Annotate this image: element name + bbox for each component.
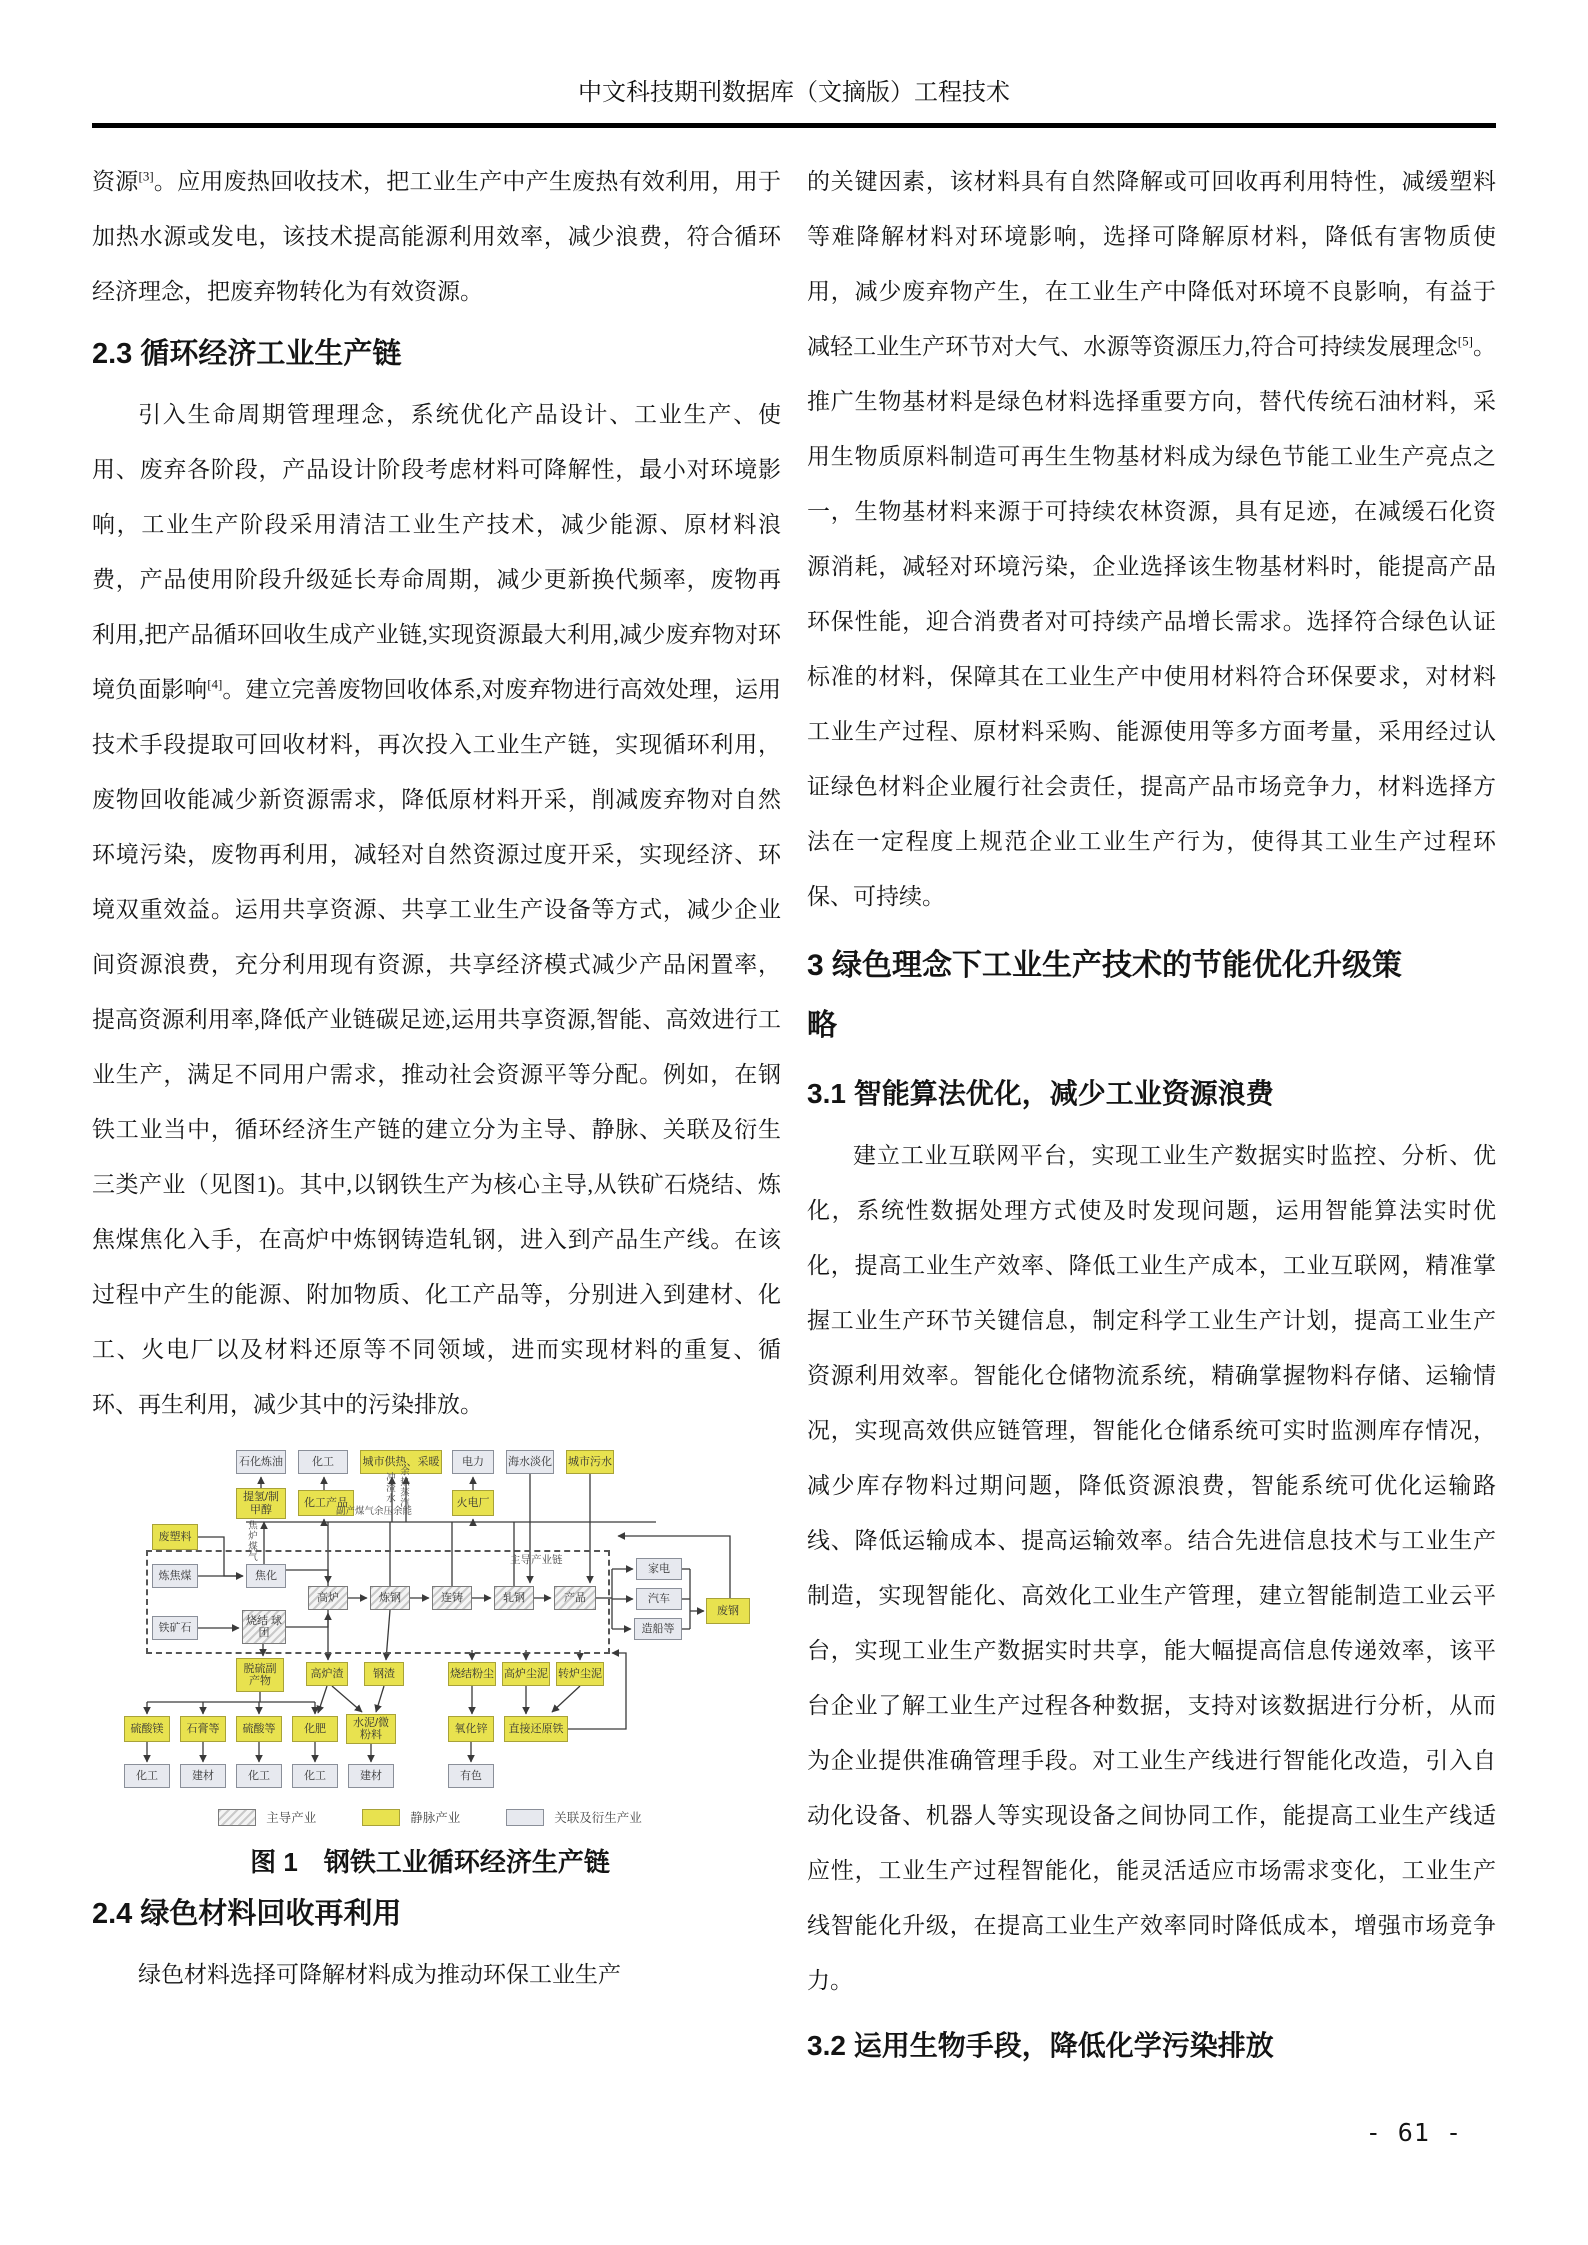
figure-node-hgcp: 化工产品 bbox=[298, 1490, 354, 1516]
figure-node-zlcn: 转炉尘泥 bbox=[556, 1662, 604, 1686]
figure-node-feisu: 废塑料 bbox=[152, 1524, 198, 1550]
figure-node-hg_b1: 化工 bbox=[124, 1764, 170, 1788]
figure-node-hg_b3: 化工 bbox=[292, 1764, 338, 1788]
figure-node-sge: 石膏等 bbox=[180, 1716, 226, 1742]
citation-ref-5: [5] bbox=[1457, 333, 1473, 349]
figure-node-sjfc: 烧结粉尘 bbox=[448, 1662, 496, 1686]
para-text: 的关键因素，该材料具有自然降解或可回收再利用特性，减缓塑料等难降解材料对环境影响，选择可降解原材料，降低有害物质使用，减少废弃物产生，在工业生产中降低对环境不良影响，有益于减轻工业生产环节对大气、水源等资源压力,符合可持续发展理念 bbox=[807, 169, 1496, 359]
legend-item-vein-industry bbox=[362, 1808, 460, 1826]
flow-label-jiaolumeiqi: 焦炉煤气 bbox=[245, 1520, 257, 1562]
figure-node-hg_b2: 化工 bbox=[236, 1764, 282, 1788]
section-heading-3-2: 3.2 运用生物手段，降低化学污染排放 bbox=[807, 2030, 1274, 2061]
figure-legend bbox=[96, 1808, 764, 1826]
figure-node-zaochuan: 造船等 bbox=[634, 1618, 682, 1640]
para-text: 。应用废热回收技术，把工业生产中产生废热有效利用，用于加热水源或发电，该技术提高能源利用效率，减少浪费，符合循环经济理念，把废弃物转化为有效资源。 bbox=[92, 169, 782, 304]
flow-label-chongzhashui: 冲渣水 bbox=[383, 1472, 395, 1504]
figure-node-glz: 高炉渣 bbox=[306, 1662, 348, 1686]
citation-ref-3: [3] bbox=[138, 168, 154, 184]
figure-node-gongre: 城市供热、采暖 bbox=[360, 1450, 442, 1474]
left-paragraph-3: 绿色材料选择可降解材料成为推动环保工业生产 bbox=[138, 1962, 621, 1987]
figure-node-zjhyt: 直接还原铁 bbox=[504, 1716, 568, 1742]
figure-node-hdc: 火电厂 bbox=[452, 1490, 494, 1516]
section-heading-2-3: 2.3 循环经济工业生产链 bbox=[92, 338, 402, 370]
figure-node-huagong1: 化工 bbox=[298, 1450, 348, 1474]
figure-node-jiaohua: 焦化 bbox=[246, 1564, 286, 1588]
figure-node-sjqt: 烧结 球团 bbox=[242, 1610, 286, 1644]
figure-node-gaolu: 高炉 bbox=[308, 1586, 348, 1610]
right-column bbox=[807, 154, 1496, 2080]
figure-node-shihua: 石化炼油 bbox=[236, 1450, 286, 1474]
left-column bbox=[92, 154, 781, 2080]
para-text: 引入生命周期管理理念，系统优化产品设计、工业生产、使用、废弃各阶段，产品设计阶段考虑材料可降解性，最小对环境影响，工业生产阶段采用清洁工业生产技术，减少能源、原材料浪费，产品使用阶段升级延长寿命周期，减少更新换代频率，废物再利用,把产品循环回收生成产业链,实现资源最大利用,减少废弃物对环境负面影响 bbox=[92, 402, 781, 702]
figure-node-lsm: 硫酸镁 bbox=[124, 1716, 170, 1742]
header-rule bbox=[92, 123, 1496, 128]
yellow-swatch-icon bbox=[362, 1809, 400, 1826]
section-heading-2-4: 2.4 绿色材料回收再利用 bbox=[92, 1898, 402, 1930]
legend-item-related-industry bbox=[506, 1808, 642, 1826]
left-paragraph-1 bbox=[92, 154, 781, 319]
figure-node-wushui: 城市污水 bbox=[566, 1450, 614, 1474]
para-text: 。建立完善废物回收体系,对废弃物进行高效处理，运用技术手段提取可回收材料，再次投入工业生产链，实现循环利用，废物回收能减少新资源需求，降低原材料开采，削减废弃物对自然环境污染，废物再利用，减轻对自然资源过度开采，实现经济、环境双重效益。运用共享资源、共享工业生产设备等方式，减少企业间资源浪费，充分利用现有资源，共享经济模式减少产品闲置率，提高资源利用率,降低产业链碳足迹,运用共享资源,智能、高效进行工业生产，满足不同用户需求，推动社会资源平等分配。例如，在钢铁工业当中，循环经济生产链的建立分为主导、静脉、关联及衍生三类产业（见图1)。其中,以钢铁生产为核心主导,从铁矿石烧结、炼焦煤焦化入手，在高炉中炼钢铸造轧钢，进入到产品生产线。在该过程中产生的能源、附加物质、化工产品等，分别进入到建材、化工、火电厂以及材料还原等不同领域，进而实现材料的重复、循环、再生利用，减少其中的污染排放。 bbox=[92, 677, 782, 1417]
figure-node-snwfl: 水泥/微 粉料 bbox=[346, 1714, 396, 1744]
figure-node-jiadian: 家电 bbox=[636, 1558, 682, 1580]
gray-swatch-icon bbox=[506, 1809, 544, 1826]
right-paragraph-2: 建立工业互联网平台，实现工业生产数据实时监控、分析、优化，系统性数据处理方式使及时发现问题，运用智能算法实时优化，提高工业生产效率、降低工业生产成本，工业互联网，精准掌握工业生产环节关键信息，制定科学工业生产计划，提高工业生产资源利用效率。智能化仓储物流系统，精确掌握物料存储、运输情况，实现高效供应链管理，智能化仓储系统可实时监测库存情况，减少库存物料过期问题，降低资源浪费，智能系统可优化运输路线、降低运输成本、提高运输效率。结合先进信息技术与工业生产制造，实现智能化、高效化工业生产管理，建立智能制造工业云平台，实现工业生产数据实时共享，能大幅提高信息传递效率，该平台企业了解工业生产过程各种数据，支持对该数据进行分析，从而为企业提供准确管理手段。对工业生产线进行智能化改造，引入自动化设备、机器人等实现设备之间协同工作，能提高工业生产线适应性，工业生产过程智能化，能灵活适应市场需求变化，工业生产线智能化升级，在提高工业生产效率同时降低成本，增强市场竞争力。 bbox=[807, 1143, 1496, 1993]
hatched-swatch-icon bbox=[218, 1809, 256, 1826]
figure-node-youse: 有色 bbox=[448, 1764, 494, 1788]
legend-label: 静脉产业 bbox=[410, 1811, 461, 1825]
para-text: 资源 bbox=[92, 169, 139, 194]
figure-node-qiche: 汽车 bbox=[636, 1588, 682, 1610]
left-paragraph-2 bbox=[92, 387, 781, 1432]
legend-item-leading-industry bbox=[218, 1808, 316, 1826]
section-heading-3: 3 绿色理念下工业生产技术的节能优化升级策略 bbox=[807, 949, 1403, 1042]
figure-node-zhagang: 轧钢 bbox=[494, 1586, 534, 1610]
flow-label-yure: 余热蒸汽 bbox=[397, 1466, 409, 1508]
figure-node-tiqing: 提氢/制甲醇 bbox=[236, 1488, 286, 1519]
figure-node-chanpin: 产品 bbox=[554, 1586, 596, 1610]
figure-node-haishui: 海水淡化 bbox=[506, 1450, 554, 1474]
figure-node-feigang: 废钢 bbox=[706, 1598, 750, 1624]
citation-ref-4: [4] bbox=[207, 676, 223, 692]
figure-node-tlfcw: 脱硫副 产物 bbox=[236, 1658, 284, 1692]
legend-label: 主导产业 bbox=[266, 1811, 317, 1825]
figure-caption: 图 1 钢铁工业循环经济生产链 bbox=[250, 1847, 610, 1877]
legend-label: 关联及衍生产业 bbox=[554, 1811, 642, 1825]
figure-node-jc_b1: 建材 bbox=[180, 1764, 226, 1788]
page-number: - 61 - bbox=[1365, 2118, 1462, 2147]
right-paragraph-1 bbox=[807, 154, 1496, 924]
figure-node-tks: 铁矿石 bbox=[152, 1616, 198, 1640]
figure-node-huafei: 化肥 bbox=[292, 1716, 338, 1742]
figure-node-lse: 硫酸等 bbox=[236, 1716, 282, 1742]
journal-header-title: 中文科技期刊数据库（文摘版）工程技术 bbox=[578, 80, 1010, 106]
figure-node-jc_b2: 建材 bbox=[348, 1764, 394, 1788]
flow-label-fuchan: 副产煤气余压余能 bbox=[336, 1506, 413, 1517]
figure-node-gz: 钢渣 bbox=[364, 1662, 404, 1686]
figure-1 bbox=[96, 1446, 764, 1879]
main-industry-chain-label: 主导产业链 bbox=[510, 1554, 563, 1566]
figure-node-glcn: 高炉尘泥 bbox=[502, 1662, 550, 1686]
figure-flowchart-canvas bbox=[96, 1446, 761, 1798]
figure-node-dianli: 电力 bbox=[452, 1450, 494, 1474]
figure-node-lianzhu: 连铸 bbox=[432, 1586, 472, 1610]
para-text: 。推广生物基材料是绿色材料选择重要方向，替代传统石油材料，采用生物质原料制造可再生生物基材料成为绿色节能工业生产亮点之一，生物基材料来源于可持续农林资源，具有足迹，在减缓石化资源消耗，减轻对环境污染，企业选择该生物基材料时，能提高产品环保性能，迎合消费者对可持续产品增长需求。选择符合绿色认证标准的材料，保障其在工业生产中使用材料符合环保要求，对材料工业生产过程、原材料采购、能源使用等多方面考量，采用经过认证绿色材料企业履行社会责任，提高产品市场竞争力，材料选择方法在一定程度上规范企业工业生产行为，使得其工业生产过程环保、可持续。 bbox=[807, 334, 1497, 909]
two-column-body bbox=[92, 154, 1496, 2080]
figure-node-ljm: 炼焦煤 bbox=[152, 1564, 198, 1588]
figure-node-yhx: 氧化锌 bbox=[448, 1716, 494, 1742]
figure-node-liangang: 炼钢 bbox=[370, 1586, 410, 1610]
section-heading-3-1: 3.1 智能算法优化，减少工业资源浪费 bbox=[807, 1078, 1274, 1109]
